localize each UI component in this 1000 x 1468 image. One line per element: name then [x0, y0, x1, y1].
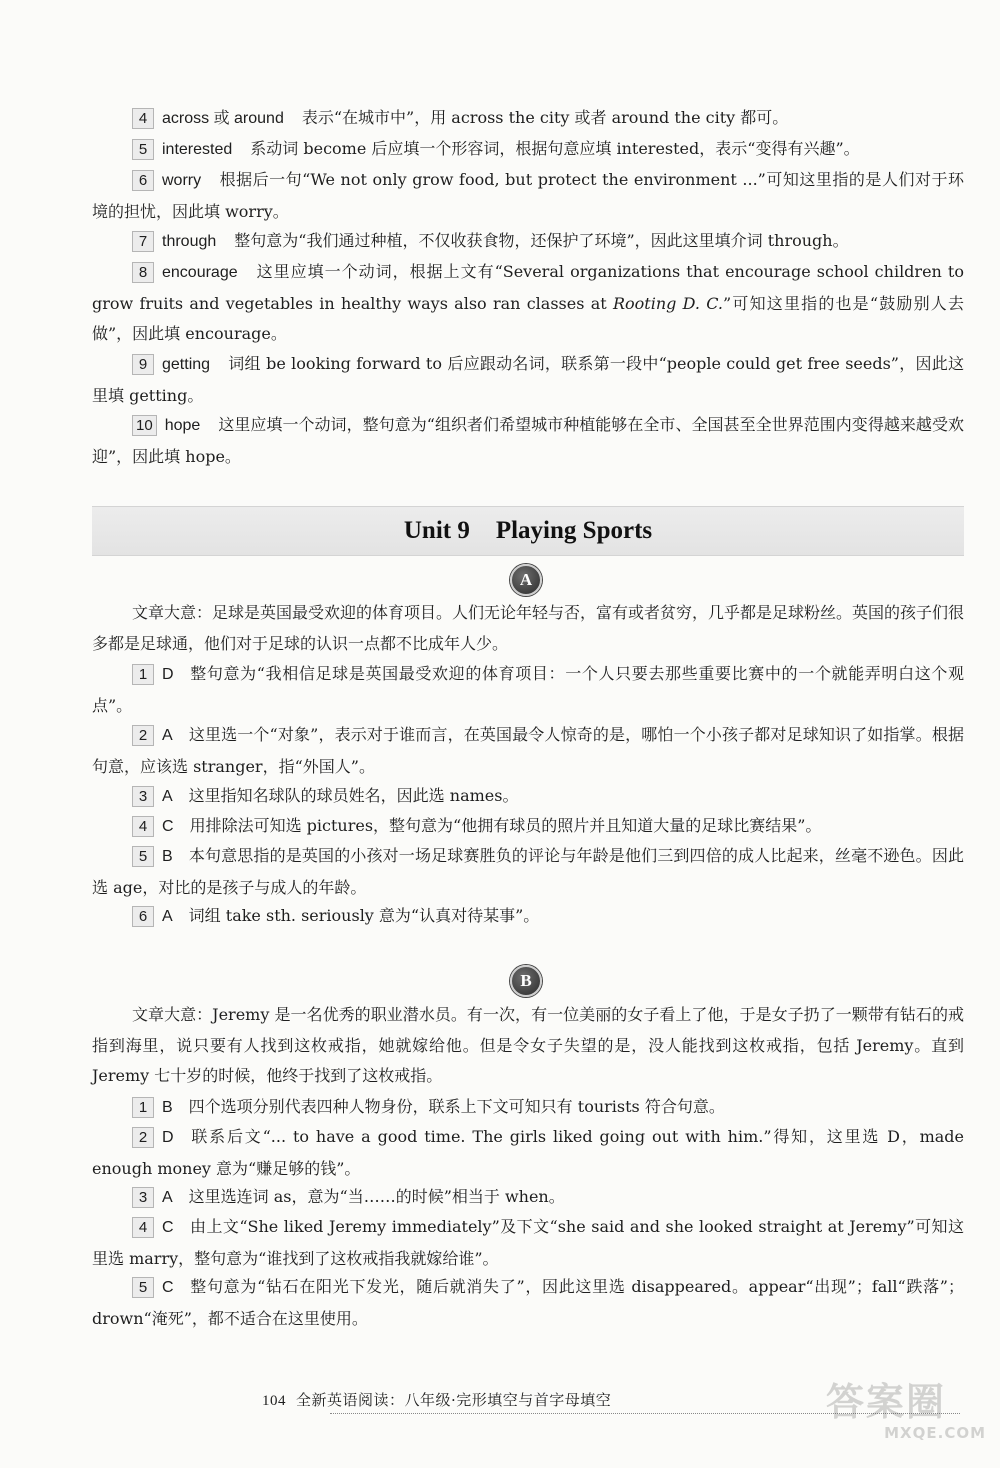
section-b-badge: B — [510, 965, 542, 997]
item-number-badge: 10 — [132, 415, 157, 436]
watermark-text: 答案圈 — [826, 1380, 947, 1424]
prev-item-10 — [92, 410, 964, 472]
item-explanation: 四个选项分别代表四种人物身份，联系上下文可知只有 tourists 符合句意。 — [188, 1097, 725, 1116]
item-explanation: 表示“在城市中”，用 across the city 或者 around the city 都可。 — [301, 108, 789, 127]
section-b-item-1 — [92, 1092, 964, 1124]
item-answer: C — [162, 1219, 174, 1236]
item-answer: encourage — [162, 264, 238, 281]
item-explanation: 整句意为“我们通过种植，不仅收获食物，还保护了环境”，因此这里填介词 through。 — [234, 231, 849, 250]
item-answer: D — [162, 1129, 174, 1146]
item-answer: A — [162, 1189, 173, 1206]
book-title: 全新英语阅读：八年级·完形填空与首字母填空 — [296, 1391, 612, 1409]
section-a-item-4 — [92, 811, 964, 843]
section-b-item-2 — [92, 1122, 964, 1184]
section-a-badge: A — [510, 564, 542, 596]
item-number-badge: 1 — [132, 664, 154, 685]
item-answer: interested — [162, 141, 233, 158]
item-explanation: 这里指知名球队的球员姓名，因此选 names。 — [188, 786, 519, 805]
section-a-summary: 文章大意：足球是英国最受欢迎的体育项目。人们无论年轻与否，富有或者贫穷，几乎都是足球粉丝。英国的孩子们很多都是足球通，他们对于足球的认识一点都不比成年人少。 — [92, 603, 965, 653]
item-explanation: 用排除法可知选 pictures，整句意为“他拥有球员的照片并且知道大量的足球比赛结果”。 — [189, 816, 822, 835]
item-answer: B — [162, 848, 173, 865]
prev-item-4 — [92, 103, 964, 135]
prev-item-5 — [92, 134, 964, 166]
item-explanation: 这里应填一个动词，整句意为“组织者们希望城市种植能够在全市、全国甚至全世界范围内变得越来越受欢迎”，因此填 hope。 — [92, 415, 964, 466]
item-number-badge: 3 — [132, 786, 154, 807]
item-answer: C — [162, 1279, 174, 1296]
item-explanation: 整句意为“我相信足球是英国最受欢迎的体育项目：一个人只要去那些重要比赛中的一个就能弄明白这个观点”。 — [92, 664, 964, 715]
item-number-badge: 6 — [132, 170, 154, 191]
watermark-url: MXQE.COM — [884, 1424, 986, 1442]
unit-title — [92, 507, 964, 555]
watermark-logo — [826, 1380, 986, 1460]
item-answer: B — [162, 1099, 173, 1116]
section-b-item-3 — [92, 1182, 964, 1214]
item-explanation-part: 这里应填一个动词，根据上文有“Several organizations that encourage school children to grow fruits and vegetables in healthy ways also ran classes at — [92, 262, 964, 313]
item-explanation: 这里选一个“对象”，表示对于谁而言，在英国最令人惊奇的是，哪怕一个小孩子都对足球知识了如指掌。根据句意，应该选 stranger，指“外国人”。 — [92, 725, 964, 776]
item-answer: worry — [162, 172, 202, 189]
prev-item-9 — [92, 349, 964, 411]
item-answer: hope — [164, 417, 201, 434]
item-explanation: 词组 take sth. seriously 意为“认真对待某事”。 — [188, 906, 540, 925]
item-explanation: 本句意思指的是英国的小孩对一场足球赛胜负的评论与年龄是他们三到四倍的成人比起来，丝毫不逊色。因此选 age，对比的是孩子与成人的年龄。 — [92, 846, 964, 897]
section-b-summary: 文章大意：Jeremy 是一名优秀的职业潜水员。有一次，有一位美丽的女子看上了他，于是女子扔了一颗带有钻石的戒指到海里，说只要有人找到这枚戒指，她就嫁给他。但是令女子失望的是，没人能找到这枚戒指，包括 Jeremy。直到 Jeremy 七十岁的时候，他终于找到了这枚戒指。 — [92, 1005, 964, 1085]
prev-item-8 — [92, 257, 964, 350]
prev-item-6 — [92, 165, 964, 227]
section-a-item-3 — [92, 781, 964, 813]
unit-number: Unit 9 — [403, 517, 470, 544]
section-a-item-2 — [92, 720, 964, 782]
item-answer: D — [162, 666, 174, 683]
item-explanation: 联系后文“... to have a good time. The girls liked going out with him.”得知，这里选 D，made enough money 意为“赚足够的钱”。 — [92, 1127, 964, 1178]
unit-heading-band — [92, 506, 964, 556]
item-answer: A — [162, 908, 173, 925]
item-number-badge: 3 — [132, 1187, 154, 1208]
item-number-badge: 4 — [132, 108, 154, 129]
section-a-item-1 — [92, 659, 964, 721]
item-explanation: 词组 be looking forward to 后应跟动名词，联系第一段中“people could get free seeds”，因此这里填 getting。 — [92, 354, 964, 405]
unit-name: Playing Sports — [495, 517, 653, 544]
item-explanation: 系动词 become 后应填一个形容词，根据句意应填 interested，表示“变得有兴趣”。 — [250, 139, 860, 158]
item-answer: C — [162, 818, 174, 835]
item-number-badge: 4 — [132, 816, 154, 837]
section-b-item-4 — [92, 1212, 964, 1274]
item-number-badge: 2 — [132, 1127, 154, 1148]
item-answer: A — [162, 727, 173, 744]
item-answer: getting — [162, 356, 211, 373]
item-answer: across 或 around — [162, 110, 284, 127]
item-number-badge: 9 — [132, 354, 154, 375]
page-footer — [262, 1389, 862, 1413]
item-explanation: 根据后一句“We not only grow food, but protect the environment ...”可知这里指的是人们对于环境的担忧，因此填 worry。 — [92, 170, 964, 221]
item-number-badge: 5 — [132, 1277, 154, 1298]
item-number-badge: 7 — [132, 231, 154, 252]
item-number-badge: 5 — [132, 846, 154, 867]
item-number-badge: 2 — [132, 725, 154, 746]
page-number: 104 — [262, 1393, 286, 1409]
item-answer: through — [162, 233, 217, 250]
item-answer: A — [162, 788, 173, 805]
item-explanation-part: ”可知这里指的也是“鼓励别人去做”，因此填 encourage。 — [92, 293, 964, 343]
section-b-item-5 — [92, 1272, 964, 1334]
item-number-badge: 8 — [132, 262, 154, 283]
item-explanation: 由上文“She liked Jeremy immediately”及下文“she said and she looked straight at Jeremy”可知这里选 marry，整句意为“谁找到了这枚戒指我就嫁给谁”。 — [92, 1217, 964, 1268]
item-number-badge: 1 — [132, 1097, 154, 1118]
item-explanation-italic: Rooting D. C. — [612, 293, 724, 313]
item-number-badge: 4 — [132, 1217, 154, 1238]
section-a-item-5 — [92, 841, 964, 903]
item-explanation: 这里选连词 as，意为“当……的时候”相当于 when。 — [188, 1187, 565, 1206]
item-explanation: 整句意为“钻石在阳光下发光，随后就消失了”，因此这里选 disappeared。appear“出现”；fall“跌落”；drown“淹死”，都不适合在这里使用。 — [92, 1277, 964, 1328]
item-number-badge: 6 — [132, 906, 154, 927]
item-number-badge: 5 — [132, 139, 154, 160]
prev-item-7 — [92, 226, 964, 258]
section-a-item-6 — [92, 901, 964, 933]
